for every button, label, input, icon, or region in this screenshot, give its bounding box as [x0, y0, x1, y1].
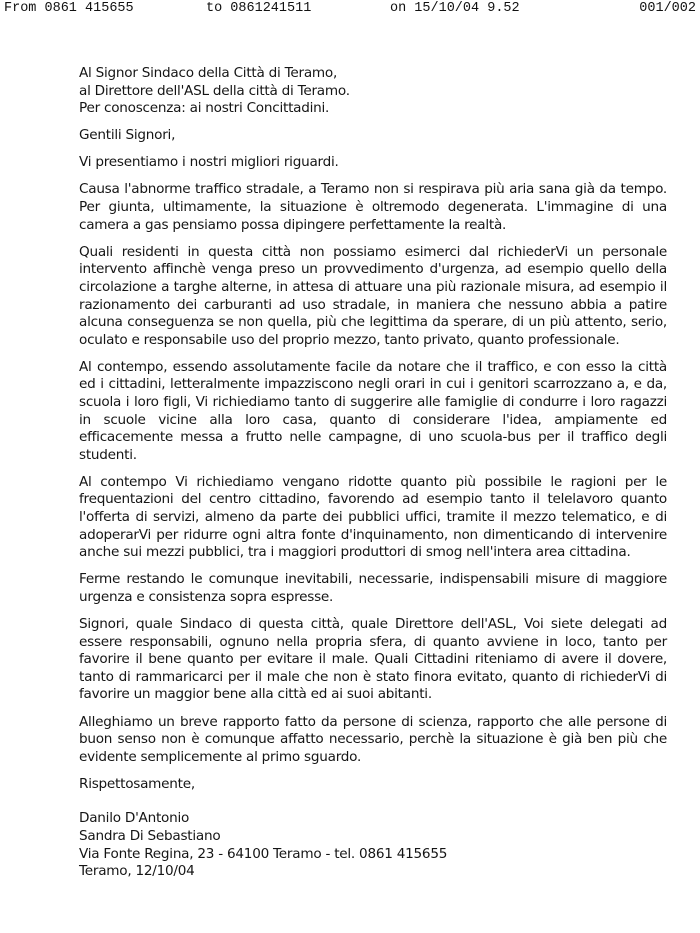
paragraph-urgent-measures: Quali residenti in questa città non possiamo esimerci dal richiederVi un personale intervento affinchè venga preso un provvedimento d'urgenza, ad esempio quello della circolazione a targhe alterne, in attesa di attuare una più razionale misura, ad esempio il razionamento dei carburanti ad uso stradale, in maniera che nessuno abbia a patire alcuna conseguenza se non quella, più che legittima da sperare, di un più attento, serio, oculato e responsabile uso del proprio mezzo, tanto privato, quanto professionale.: [79, 243, 667, 348]
fax-page-count: 001/002: [639, 1, 696, 16]
recipient-line: Per conoscenza: ai nostri Concittadini.: [79, 100, 330, 117]
letter-body: [79, 65, 667, 890]
paragraph-school-traffic: Al contempo, essendo assolutamente facile da notare che il traffico, e con esso la città ed i cittadini, letteralmente impazziscono negli orari in cui i genitori scarrozzano a, e da, scuola i loro figli, Vi richiediamo tanto di suggerire alle famiglie di condurre i loro ragazzi in scuole vicine alla loro casa, quanto di considerare l'idea, ampiamente ed efficacemente messa a frutto nelle campagne, di uno scuola-bus per il traffico degli studenti.: [79, 358, 667, 463]
paragraph-air-quality: Causa l'abnorme traffico stradale, a Teramo non si respirava più aria sana già da tempo. Per giunta, ultimamente, la situazione è oltremodo degenerata. L'immagine di una camera a gas pensiamo possa dipingere perfettamente la realtà.: [79, 181, 667, 233]
letter-date: Teramo, 12/10/04: [79, 863, 195, 880]
greeting: Vi presentiamo i nostri migliori riguardi.: [79, 154, 339, 171]
signature-block: [79, 810, 667, 880]
paragraph-attachment: Alleghiamo un breve rapporto fatto da persone di scienza, rapporto che alle persone di buon senso non è comunque affatto necessario, perchè la situazione è già ben più che evidente semplicemente al primo sguardo.: [79, 713, 667, 765]
fax-datetime: on 15/10/04 9.52: [390, 1, 520, 16]
fax-from: From 0861 415655: [4, 1, 134, 16]
signer-name: Sandra Di Sebastiano: [79, 827, 221, 844]
paragraph-measures-summary: Ferme restando le comunque inevitabili, necessarie, indispensabili misure di maggiore urgenza e consistenza sopra espresse.: [79, 571, 667, 605]
paragraph-city-center: Al contempo Vi richiediamo vengano ridotte quanto più possibile le ragioni per le frequentazioni del centro cittadino, favorendo ad esempio tanto il telelavoro quanto l'offerta di servizi, almeno da parte dei pubblici uffici, tramite il mezzo telematico, e di adoperarVi per ridurre ogni altra fonte d'inquinamento, non dimenticando di intervenire anche sui mezzi pubblici, tra i maggiori produttori di smog nell'intera area cittadina.: [79, 473, 667, 561]
recipient-line: Al Signor Sindaco della Città di Teramo,: [79, 65, 338, 81]
salutation: Gentili Signori,: [79, 127, 176, 144]
paragraph-responsibility: Signori, quale Sindaco di questa città, quale Direttore dell'ASL, Voi siete delegati ad essere responsabili, ognuno nella propria sfera, di quanto avviene in loco, tanto per favorire il bene quanto per evitare il male. Quali Cittadini riteniamo di avere il dovere, tanto di rammaricarci per il male che non è stato finora evitato, quanto di richiederVi di favorire un maggior bene alla città ed ai suoi abitanti.: [79, 616, 667, 703]
recipients: [79, 65, 667, 118]
recipient-line: al Direttore dell'ASL della città di Teramo.: [79, 82, 350, 99]
fax-header: [0, 0, 700, 18]
fax-to: to 0861241511: [206, 1, 312, 16]
signer-address: Via Fonte Regina, 23 - 64100 Teramo - tel. 0861 415655: [79, 845, 448, 862]
signer-name: Danilo D'Antonio: [79, 810, 190, 827]
closing: Rispettosamente,: [79, 775, 195, 792]
